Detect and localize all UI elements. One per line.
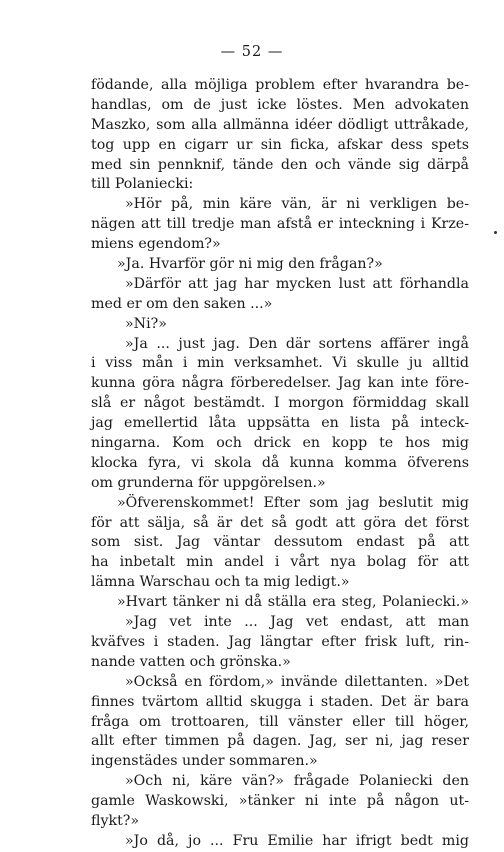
text-line: flykt?» <box>91 812 140 829</box>
text-line: finnes tvärtom alltid skugga i staden. Det är bara <box>91 693 469 710</box>
text-line: ha inbetalt min andel i vårt nya bolag för att <box>91 554 469 571</box>
body-text <box>91 76 469 852</box>
text-line: ningarna. Kom och drick en kopp te hos mig <box>91 435 469 452</box>
text-line: nägen att till tredje man afstå er inteckning i Krze- <box>91 216 469 233</box>
text-line: »Därför att jag har mycken lust att förhandla <box>125 275 469 292</box>
text-line: »Hvart tänker ni då ställa era steg, Polaniecki.» <box>117 594 469 611</box>
text-line: »Jag vet inte ... Jag vet endast, att man <box>125 614 469 631</box>
text-line: allt efter timmen på dagen. Jag, ser ni, jag reser <box>91 733 469 750</box>
text-line: »Hör på, min käre vän, är ni verkligen be- <box>125 196 469 213</box>
text-line: »Ja ... just jag. Den där sortens affärer ingå <box>125 335 469 352</box>
text-line: med er om den saken ...» <box>91 295 273 312</box>
text-line: gamle Waskowski, »tänker ni inte på någon ut- <box>91 793 469 810</box>
text-line: tog upp en cigarr ur sin ficka, afskar dess spets <box>91 136 469 153</box>
text-line: slå er något bestämdt. I morgon förmiddag skall <box>91 395 469 412</box>
text-line: till Polaniecki: <box>91 176 194 193</box>
text-line: »Ni?» <box>125 315 167 332</box>
text-line: »Ja. Hvarför gör ni mig den frågan?» <box>117 256 383 273</box>
text-line: födande, alla möjliga problem efter hvarandra be- <box>91 77 469 93</box>
text-line: jag emellertid låta uppsätta en lista på inteck- <box>91 415 469 432</box>
text-line: kväfves i staden. Jag längtar efter frisk luft, rin- <box>91 633 469 650</box>
text-line: »Jo då, jo ... Fru Emilie har ifrigt bedt mig <box>125 832 469 849</box>
text-line: handlas, om de just icke löstes. Men advokaten <box>91 96 469 113</box>
text-line: »Också en fördom,» invände dilettanten. »Det <box>125 673 469 690</box>
text-line: klocka fyra, vi skola då kunna komma öfverens <box>91 454 469 471</box>
text-line: Maszko, som alla allmänna idéer dödligt uttråkade, <box>91 116 469 133</box>
page-number: — 52 — <box>220 44 284 60</box>
text-line: om grunderna för uppgörelsen.» <box>91 474 326 491</box>
text-line: miens egendom?» <box>91 236 221 253</box>
text-line: »Och ni, käre vän?» frågade Polaniecki den <box>125 773 469 790</box>
print-speck <box>494 231 497 234</box>
text-line: i viss mån i min verksamhet. Vi skulle ju alltid <box>91 355 469 372</box>
text-line: för att sälja, så är det så godt att göra det först <box>91 514 469 531</box>
text-line: »Öfverenskommet! Efter som jag beslutit mig <box>117 494 469 511</box>
text-line: med sin pennknif, tände den och vände sig därpå <box>91 156 469 173</box>
text-line: ingenstädes under sommaren.» <box>91 753 318 770</box>
text-line: fråga om trottoaren, till vänster eller till höger, <box>91 713 469 730</box>
text-line: som sist. Jag väntar dessutom endast på att <box>91 534 469 551</box>
text-line: lämna Warschau och ta mig ledigt.» <box>91 574 350 591</box>
text-line: kunna göra några förberedelser. Jag kan inte före- <box>91 375 469 392</box>
text-line: nande vatten och grönska.» <box>91 653 291 670</box>
